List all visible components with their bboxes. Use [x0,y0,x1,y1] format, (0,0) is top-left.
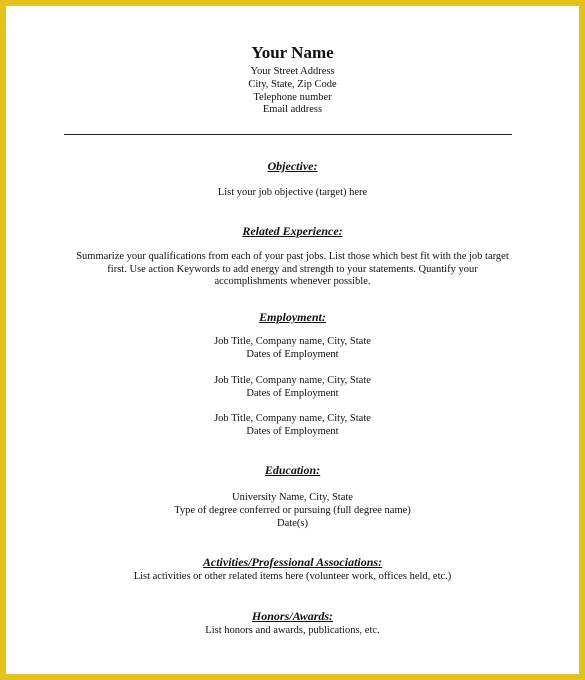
activities-heading: Activities/Professional Associations: [202,555,383,569]
job-dates: Dates of Employment [246,426,339,437]
job-dates: Dates of Employment [246,349,339,360]
objective-heading: Objective: [267,159,318,173]
degree: Type of degree conferred or pursuing (full degree name) [174,505,411,516]
job-title: Job Title, Company name, City, State [214,413,371,424]
email: Email address [262,104,323,115]
education-dates: Date(s) [277,518,308,529]
related-experience-heading: Related Experience: [242,224,343,238]
related-experience-line: accomplishments whenever possible. [214,276,371,287]
activities-text: List activities or other related items here (volunteer work, offices held, etc.) [133,571,452,582]
job-title: Job Title, Company name, City, State [214,336,371,347]
objective-text: List your job objective (target) here [217,187,368,198]
job-title: Job Title, Company name, City, State [214,375,371,386]
university: University Name, City, State [232,492,353,503]
resume-name: Your Name [251,43,334,62]
honors-heading: Honors/Awards: [251,609,334,623]
header-divider [64,134,512,135]
education-heading: Education: [264,463,321,477]
job-dates: Dates of Employment [246,388,339,399]
resume-page [6,6,579,674]
city-state-zip: City, State, Zip Code [248,79,337,90]
street-address: Your Street Address [250,66,335,77]
related-experience-line: Summarize your qualifications from each of your past jobs. List those which best fit with the job target [76,251,509,262]
honors-text: List honors and awards, publications, etc. [205,625,380,636]
telephone: Telephone number [253,92,332,103]
related-experience-line: first. Use action Keywords to add energy and strength to your statements. Quantify your [107,264,478,275]
employment-heading: Employment: [259,310,326,324]
